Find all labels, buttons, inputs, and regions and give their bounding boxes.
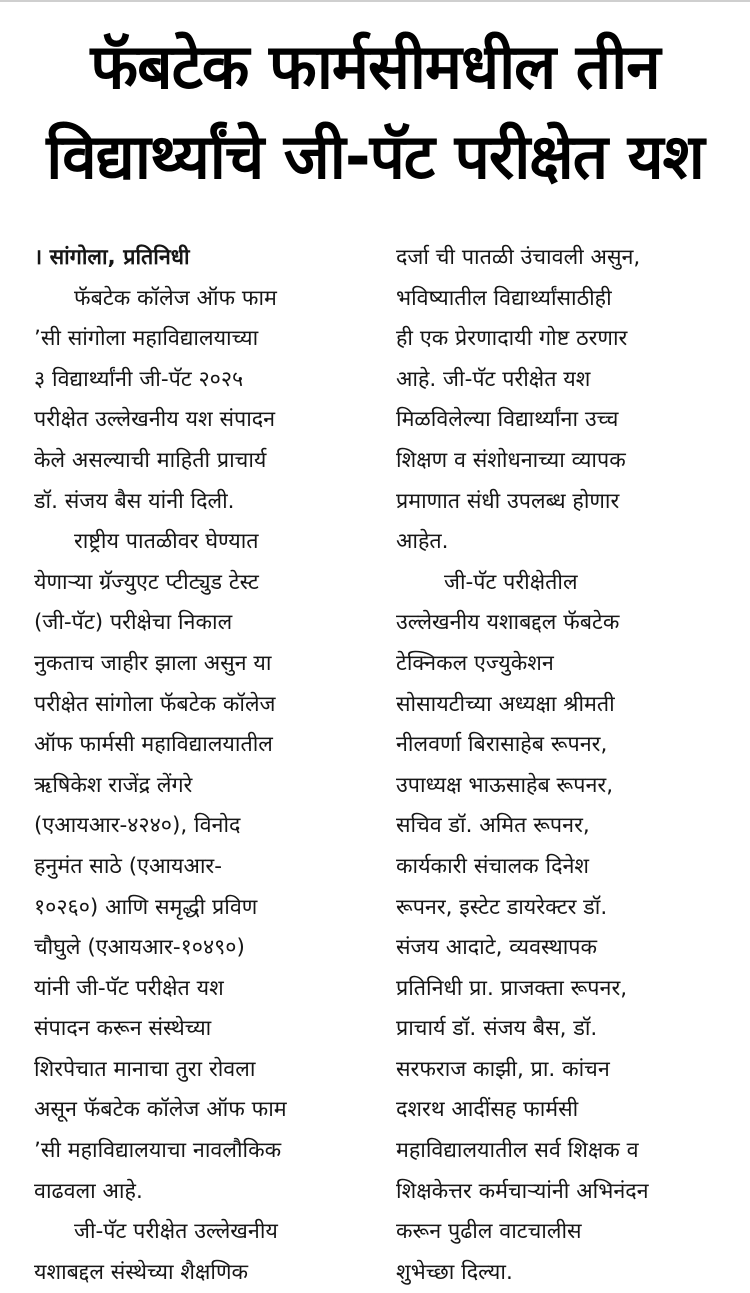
text-line: दशरथ आदींसह फार्मसी <box>396 1097 579 1123</box>
text-line: प्रतिनिधी प्रा. प्राजक्ता रूपनर, <box>396 975 628 1001</box>
text-line: १०२६०) आणि समृद्धी प्रविण <box>34 894 258 920</box>
text-line: कार्यकारी संचालक दिनेश <box>396 853 590 879</box>
text-line: परीक्षेत उल्लेखनीय यश संपादन <box>34 407 276 433</box>
text-line: ʼसी महाविद्यालयाचा नावलौकिक <box>34 1138 282 1164</box>
dateline: । सांगोला, प्रतिनिधी <box>34 245 190 270</box>
text-line: उल्लेखनीय यशाबद्दल फॅबटेक <box>396 610 620 636</box>
text-line: डॉ. संजय बैस यांनी दिली. <box>34 488 235 514</box>
article-headline <box>18 22 732 202</box>
text-line: उपाध्यक्ष भाऊसाहेब रूपनर, <box>396 772 614 798</box>
text-line: मिळविलेल्या विद्यार्थ्यांना उच्च <box>396 407 619 433</box>
text-line: आहेत. <box>396 529 449 555</box>
text-line: सोसायटीच्या अध्यक्षा श्रीमती <box>396 691 615 717</box>
text-line: यांनी जी-पॅट परीक्षेत यश <box>34 975 224 1001</box>
text-line: टेक्निकल एज्युकेशन <box>396 650 554 676</box>
article-column-left <box>34 238 364 1293</box>
headline-line-2: विद्यार्थ्यांचे जी-पॅट परीक्षेत यश <box>46 120 704 193</box>
text-line: संजय आदाटे, व्यवस्थापक <box>396 935 597 961</box>
text-line: नुकताच जाहीर झाला असुन या <box>34 650 272 676</box>
text-line: नीलवर्णा बिरासाहेब रूपनर, <box>396 732 608 758</box>
text-line: ३ विद्यार्थ्यांनी जी-पॅट २०२५ <box>34 366 244 392</box>
text-line: ही एक प्रेरणादायी गोष्ट ठरणार <box>396 326 628 352</box>
text-line: शुभेच्छा दिल्या. <box>396 1259 513 1285</box>
text-line: प्राचार्य डॉ. संजय बैस, डॉ. <box>396 1016 598 1042</box>
text-line: सरफराज काझी, प्रा. कांचन <box>396 1056 610 1082</box>
article-column-right <box>396 238 726 1293</box>
text-line: दर्जा ची पातळी उंचावली असुन, <box>396 245 641 270</box>
text-line: ʼसी सांगोला महाविद्यालयाच्या <box>34 326 259 352</box>
text-line: रूपनर, इस्टेट डायरेक्टर डॉ. <box>396 894 608 920</box>
text-line: जी-पॅट परीक्षेतील <box>444 569 578 595</box>
text-line: शिक्षकेत्तर कर्मचाऱ्यांनी अभिनंदन <box>396 1178 649 1204</box>
text-line: परीक्षेत सांगोला फॅबटेक कॉलेज <box>34 691 276 717</box>
text-line: संपादन करून संस्थेच्या <box>34 1016 212 1042</box>
text-line: येणाऱ्या ग्रॅज्युएट प्टीट्युड टेस्ट <box>34 569 259 595</box>
text-line: करून पुढील वाटचालीस <box>396 1219 582 1245</box>
text-line: राष्ट्रीय पातळीवर घेण्यात <box>74 529 259 555</box>
text-line: प्रमाणात संधी उपलब्ध होणार <box>396 488 620 514</box>
text-line: (जी-पॅट) परीक्षेचा निकाल <box>34 610 233 636</box>
text-line: शिक्षण व संशोधनाच्या व्यापक <box>396 447 626 473</box>
text-line: केले असल्याची माहिती प्राचार्य <box>34 447 267 473</box>
text-line: सचिव डॉ. अमित रूपनर, <box>396 813 590 839</box>
text-line: हनुमंत साठे (एआयआर- <box>34 853 222 879</box>
text-line: महाविद्यालयातील सर्व शिक्षक व <box>396 1138 639 1164</box>
text-line: जी-पॅट परीक्षेत उल्लेखनीय <box>74 1219 278 1245</box>
text-line: ऋषिकेश राजेंद्र लेंगरे <box>34 772 193 798</box>
text-line: असून फॅबटेक कॉलेज ऑफ फाम <box>34 1097 287 1123</box>
headline-line-1: फॅबटेक फार्मसीमधील तीन <box>90 30 660 103</box>
text-line: ऑफ फार्मसी महाविद्यालयातील <box>34 732 273 758</box>
text-line: आहे. जी-पॅट परीक्षेत यश <box>396 366 591 392</box>
text-line: यशाबद्दल संस्थेच्या शैक्षणिक <box>34 1259 249 1285</box>
text-line: फॅबटेक कॉलेज ऑफ फाम <box>74 285 277 311</box>
top-divider <box>0 0 750 2</box>
text-line: वाढवला आहे. <box>34 1178 143 1204</box>
text-line: भविष्यातील विद्यार्थ्यांसाठीही <box>396 285 612 311</box>
text-line: चौघुले (एआयआर-१०४९०) <box>34 935 245 961</box>
text-line: शिरपेचात मानाचा तुरा रोवला <box>34 1056 256 1082</box>
text-line: (एआयआर-४२४०), विनोद <box>34 813 241 839</box>
